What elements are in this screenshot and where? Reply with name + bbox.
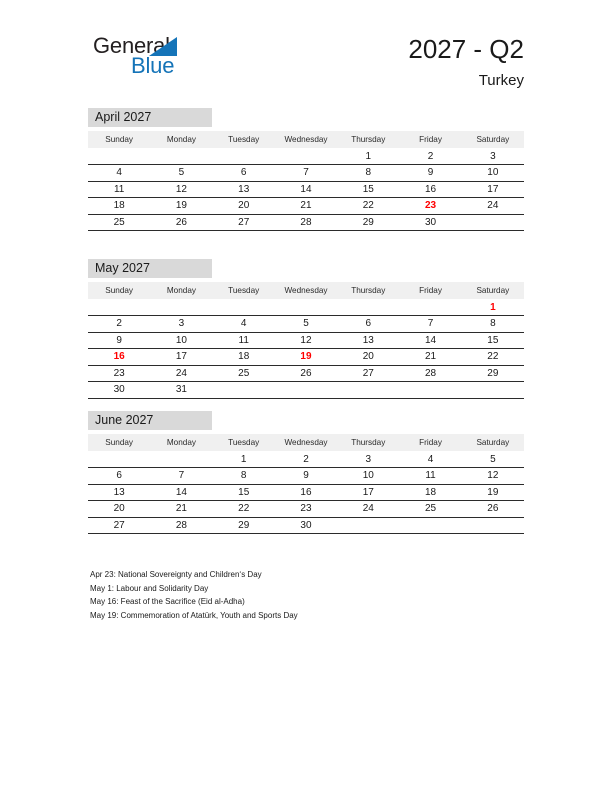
page-title: 2027 - Q2 — [408, 34, 524, 64]
day-cell[interactable]: 28 — [150, 517, 212, 534]
day-cell[interactable]: 7 — [399, 316, 461, 333]
title-block — [408, 34, 524, 91]
day-cell-empty — [462, 382, 524, 399]
weekday-header-friday: Friday — [399, 434, 461, 451]
day-cell[interactable]: 14 — [399, 332, 461, 349]
week-row — [88, 501, 524, 518]
weekday-header-monday: Monday — [150, 282, 212, 299]
day-cell[interactable]: 1 — [337, 148, 399, 165]
weekday-header-sunday: Sunday — [88, 131, 150, 148]
day-cell[interactable]: 10 — [150, 332, 212, 349]
day-cell[interactable]: 7 — [275, 165, 337, 182]
day-cell[interactable]: 13 — [213, 181, 275, 198]
day-cell[interactable]: 13 — [337, 332, 399, 349]
day-cell[interactable]: 12 — [150, 181, 212, 198]
month-title: May 2027 — [95, 261, 150, 275]
calendar-table-june — [88, 434, 524, 534]
day-cell-holiday[interactable]: 23 — [399, 198, 461, 215]
day-cell[interactable]: 5 — [150, 165, 212, 182]
calendar-body — [88, 299, 524, 398]
month-title-bar — [88, 411, 212, 430]
week-row — [88, 316, 524, 333]
day-cell[interactable]: 25 — [213, 365, 275, 382]
day-cell[interactable]: 15 — [213, 484, 275, 501]
day-cell[interactable]: 21 — [275, 198, 337, 215]
day-cell[interactable]: 9 — [88, 332, 150, 349]
day-cell[interactable]: 2 — [275, 451, 337, 468]
day-cell[interactable]: 30 — [399, 214, 461, 231]
week-row — [88, 198, 524, 215]
weekday-header-saturday: Saturday — [462, 131, 524, 148]
weekday-header-wednesday: Wednesday — [275, 434, 337, 451]
day-cell[interactable]: 28 — [275, 214, 337, 231]
brand-name-general: General — [93, 33, 170, 58]
day-cell[interactable]: 24 — [337, 501, 399, 518]
weekday-header-monday: Monday — [150, 434, 212, 451]
day-cell[interactable]: 21 — [399, 349, 461, 366]
week-row — [88, 165, 524, 182]
day-cell[interactable]: 22 — [337, 198, 399, 215]
day-cell-empty — [399, 299, 461, 316]
country-subtitle: Turkey — [478, 72, 524, 89]
day-cell-empty — [337, 299, 399, 316]
calendar-body — [88, 148, 524, 231]
weekday-header-monday: Monday — [150, 131, 212, 148]
day-cell[interactable]: 15 — [462, 332, 524, 349]
day-cell[interactable]: 4 — [88, 165, 150, 182]
day-cell[interactable]: 16 — [275, 484, 337, 501]
day-cell[interactable]: 29 — [337, 214, 399, 231]
day-cell[interactable]: 1 — [213, 451, 275, 468]
day-cell[interactable]: 11 — [88, 181, 150, 198]
calendar-table-april — [88, 131, 524, 231]
month-block-april — [88, 108, 524, 231]
day-cell-empty — [213, 382, 275, 399]
week-row — [88, 299, 524, 316]
day-cell[interactable]: 6 — [337, 316, 399, 333]
holiday-legend-item: May 19: Commemoration of Atatürk, Youth and Sports Day — [90, 610, 298, 620]
day-cell[interactable]: 16 — [399, 181, 461, 198]
weekday-header-sunday: Sunday — [88, 282, 150, 299]
day-cell-empty — [275, 382, 337, 399]
day-cell[interactable]: 24 — [150, 365, 212, 382]
weekday-header-saturday: Saturday — [462, 282, 524, 299]
week-row — [88, 451, 524, 468]
weekday-header-tuesday: Tuesday — [213, 131, 275, 148]
day-cell[interactable]: 2 — [399, 148, 461, 165]
day-cell[interactable]: 3 — [150, 316, 212, 333]
day-cell[interactable]: 19 — [150, 198, 212, 215]
day-cell-empty — [399, 382, 461, 399]
weekday-header-friday: Friday — [399, 131, 461, 148]
day-cell-empty — [150, 451, 212, 468]
day-cell[interactable]: 10 — [462, 165, 524, 182]
day-cell-empty — [337, 517, 399, 534]
weekday-header-sunday: Sunday — [88, 434, 150, 451]
month-title: June 2027 — [95, 413, 154, 427]
day-cell[interactable]: 9 — [399, 165, 461, 182]
holiday-legend-item: May 16: Feast of the Sacrifice (Eid al-Adha) — [90, 597, 245, 606]
day-cell[interactable]: 23 — [275, 501, 337, 518]
day-cell[interactable]: 31 — [150, 382, 212, 399]
day-cell-holiday[interactable]: 16 — [88, 349, 150, 366]
day-cell[interactable]: 10 — [337, 468, 399, 485]
calendar-table-may — [88, 282, 524, 399]
day-cell[interactable]: 3 — [337, 451, 399, 468]
day-cell[interactable]: 2 — [88, 316, 150, 333]
week-row — [88, 181, 524, 198]
brand-name-blue: Blue — [131, 53, 175, 78]
day-cell[interactable]: 17 — [150, 349, 212, 366]
day-cell[interactable]: 18 — [88, 198, 150, 215]
month-block-june — [88, 411, 524, 534]
weekday-header-row — [88, 131, 524, 148]
day-cell[interactable]: 7 — [150, 468, 212, 485]
week-row — [88, 517, 524, 534]
day-cell[interactable]: 18 — [213, 349, 275, 366]
day-cell[interactable]: 4 — [213, 316, 275, 333]
day-cell[interactable]: 20 — [213, 198, 275, 215]
weekday-header-row — [88, 282, 524, 299]
day-cell-empty — [150, 299, 212, 316]
day-cell[interactable]: 11 — [213, 332, 275, 349]
day-cell[interactable]: 30 — [88, 382, 150, 399]
week-row — [88, 332, 524, 349]
day-cell[interactable]: 27 — [213, 214, 275, 231]
day-cell[interactable]: 21 — [150, 501, 212, 518]
day-cell[interactable]: 20 — [88, 501, 150, 518]
day-cell[interactable]: 22 — [462, 349, 524, 366]
day-cell[interactable]: 20 — [337, 349, 399, 366]
day-cell[interactable]: 17 — [462, 181, 524, 198]
day-cell[interactable]: 14 — [150, 484, 212, 501]
weekday-header-row — [88, 434, 524, 451]
day-cell[interactable]: 8 — [337, 165, 399, 182]
day-cell[interactable]: 28 — [399, 365, 461, 382]
weekday-header-thursday: Thursday — [337, 282, 399, 299]
day-cell[interactable]: 24 — [462, 198, 524, 215]
day-cell-holiday[interactable]: 19 — [275, 349, 337, 366]
day-cell-holiday[interactable]: 1 — [462, 299, 524, 316]
month-block-may — [88, 259, 524, 399]
day-cell-empty — [213, 148, 275, 165]
day-cell[interactable]: 4 — [399, 451, 461, 468]
day-cell-empty — [88, 148, 150, 165]
weekday-header-tuesday: Tuesday — [213, 434, 275, 451]
day-cell[interactable]: 8 — [213, 468, 275, 485]
day-cell[interactable]: 26 — [462, 501, 524, 518]
week-row — [88, 382, 524, 399]
weekday-header-thursday: Thursday — [337, 131, 399, 148]
calendar-body — [88, 451, 524, 534]
day-cell-empty — [462, 517, 524, 534]
day-cell[interactable]: 15 — [337, 181, 399, 198]
day-cell[interactable]: 30 — [275, 517, 337, 534]
day-cell-empty — [150, 148, 212, 165]
weekday-header-wednesday: Wednesday — [275, 131, 337, 148]
brand-logo[interactable] — [93, 33, 293, 85]
day-cell[interactable]: 6 — [213, 165, 275, 182]
day-cell[interactable]: 8 — [462, 316, 524, 333]
day-cell[interactable]: 29 — [462, 365, 524, 382]
holiday-legend-item: May 1: Labour and Solidarity Day — [90, 583, 209, 593]
weekday-header-saturday: Saturday — [462, 434, 524, 451]
day-cell[interactable]: 11 — [399, 468, 461, 485]
weekday-header-friday: Friday — [399, 282, 461, 299]
week-row — [88, 468, 524, 485]
day-cell[interactable]: 26 — [150, 214, 212, 231]
day-cell[interactable]: 12 — [462, 468, 524, 485]
weekday-header-tuesday: Tuesday — [213, 282, 275, 299]
day-cell[interactable]: 19 — [462, 484, 524, 501]
day-cell-empty — [462, 214, 524, 231]
day-cell[interactable]: 17 — [337, 484, 399, 501]
week-row — [88, 484, 524, 501]
day-cell-empty — [88, 299, 150, 316]
week-row — [88, 365, 524, 382]
day-cell[interactable]: 25 — [88, 214, 150, 231]
week-row — [88, 148, 524, 165]
day-cell-empty — [337, 382, 399, 399]
week-row — [88, 349, 524, 366]
day-cell[interactable]: 13 — [88, 484, 150, 501]
day-cell[interactable]: 5 — [462, 451, 524, 468]
day-cell-empty — [399, 517, 461, 534]
month-title-bar — [88, 108, 212, 127]
day-cell[interactable]: 9 — [275, 468, 337, 485]
day-cell[interactable]: 22 — [213, 501, 275, 518]
day-cell[interactable]: 25 — [399, 501, 461, 518]
day-cell[interactable]: 14 — [275, 181, 337, 198]
holiday-legend — [90, 568, 520, 622]
day-cell[interactable]: 18 — [399, 484, 461, 501]
weekday-header-wednesday: Wednesday — [275, 282, 337, 299]
day-cell[interactable]: 26 — [275, 365, 337, 382]
day-cell[interactable]: 27 — [88, 517, 150, 534]
month-title: April 2027 — [95, 110, 152, 124]
day-cell[interactable]: 27 — [337, 365, 399, 382]
day-cell[interactable]: 3 — [462, 148, 524, 165]
month-title-bar — [88, 259, 212, 278]
day-cell-empty — [213, 299, 275, 316]
day-cell-empty — [275, 299, 337, 316]
day-cell[interactable]: 6 — [88, 468, 150, 485]
day-cell[interactable]: 29 — [213, 517, 275, 534]
day-cell[interactable]: 23 — [88, 365, 150, 382]
weekday-header-thursday: Thursday — [337, 434, 399, 451]
week-row — [88, 214, 524, 231]
day-cell-empty — [88, 451, 150, 468]
day-cell[interactable]: 12 — [275, 332, 337, 349]
day-cell-empty — [275, 148, 337, 165]
page-header — [0, 0, 612, 100]
day-cell[interactable]: 5 — [275, 316, 337, 333]
holiday-legend-item: Apr 23: National Sovereignty and Children‘s Day — [90, 570, 262, 579]
